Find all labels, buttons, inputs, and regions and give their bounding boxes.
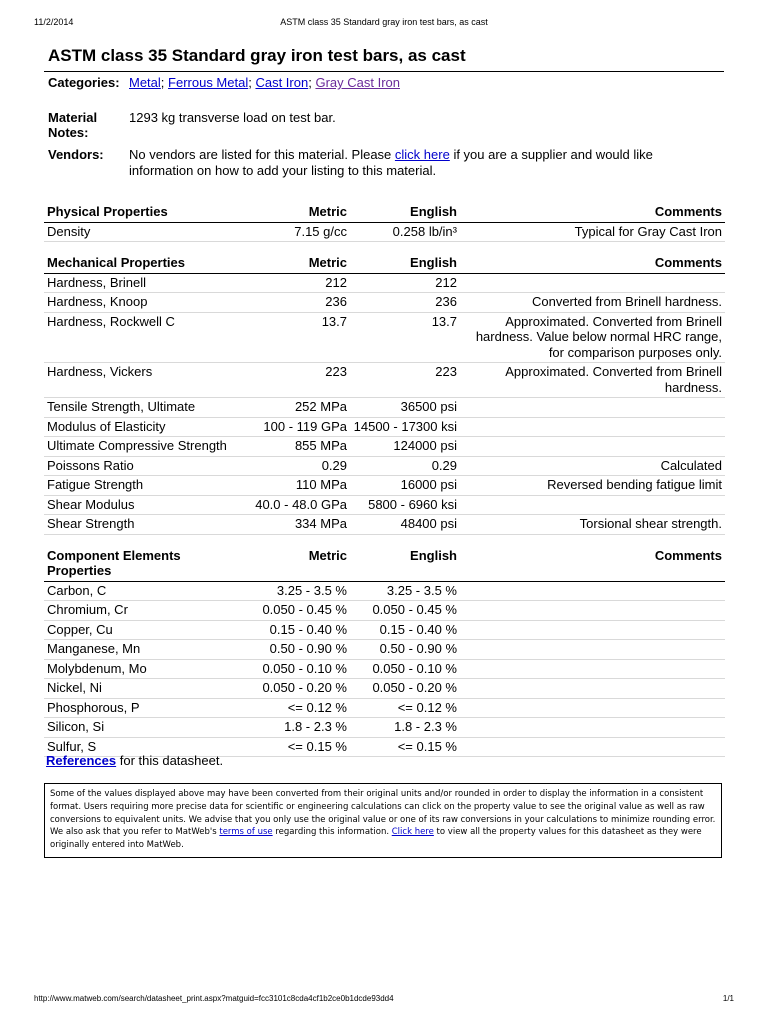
cell-comments (460, 698, 725, 718)
cell-english[interactable]: 0.050 - 0.20 % (350, 679, 460, 699)
cell-property: Sulfur, S (44, 737, 246, 757)
cell-metric[interactable]: 855 MPa (246, 437, 350, 457)
cell-english[interactable]: 13.7 (350, 312, 460, 363)
material-notes-text: 1293 kg transverse load on test bar. (129, 110, 336, 125)
cell-metric[interactable]: <= 0.15 % (246, 737, 350, 757)
cell-property: Modulus of Elasticity (44, 417, 246, 437)
title-divider (44, 71, 724, 72)
section-spacer-cell (44, 242, 725, 255)
section-header-property: Physical Properties (44, 203, 246, 222)
vendors-text-after: if you are a supplier and would like information on how to add your listing to this material. (129, 147, 653, 178)
cell-english[interactable]: 0.258 lb/in³ (350, 222, 460, 242)
section-header-row (44, 203, 725, 222)
cell-english[interactable]: 0.050 - 0.45 % (350, 601, 460, 621)
cell-comments (460, 601, 725, 621)
cell-english[interactable]: 124000 psi (350, 437, 460, 457)
table-row (44, 581, 725, 601)
cell-property: Ultimate Compressive Strength (44, 437, 246, 457)
material-notes-label-line1: Material (48, 110, 98, 125)
cell-comments: Torsional shear strength. (460, 515, 725, 535)
cell-comments (460, 273, 725, 293)
section-spacer (44, 534, 725, 547)
cell-property: Carbon, C (44, 581, 246, 601)
cell-metric[interactable]: 0.50 - 0.90 % (246, 640, 350, 660)
cell-comments (460, 737, 725, 757)
table-row (44, 659, 725, 679)
cell-english[interactable]: 236 (350, 293, 460, 313)
section-header-comments: Comments (460, 203, 725, 222)
cell-english[interactable]: 36500 psi (350, 398, 460, 418)
section-header-comments: Comments (460, 547, 725, 582)
cell-metric[interactable]: 236 (246, 293, 350, 313)
section-header-metric: Metric (246, 203, 350, 222)
section-header-english: English (350, 547, 460, 582)
print-url: http://www.matweb.com/search/datasheet_print.aspx?matguid=fcc3101c8cda4cf1b2ce0b1dcde93dd4 (34, 994, 394, 1003)
cell-metric[interactable]: 0.29 (246, 456, 350, 476)
cell-property: Hardness, Vickers (44, 363, 246, 398)
material-notes-label (48, 110, 97, 140)
cell-english[interactable]: 5800 - 6960 ksi (350, 495, 460, 515)
table-row (44, 476, 725, 496)
section-header-english: English (350, 203, 460, 222)
properties-table (44, 203, 725, 757)
cell-english[interactable]: <= 0.15 % (350, 737, 460, 757)
terms-of-use-link[interactable]: terms of use (219, 827, 273, 838)
cell-property: Fatigue Strength (44, 476, 246, 496)
cell-property: Hardness, Brinell (44, 273, 246, 293)
page-number: 1/1 (722, 994, 734, 1003)
section-header-metric: Metric (246, 254, 350, 273)
cell-comments: Reversed bending fatigue limit (460, 476, 725, 496)
cell-english[interactable]: 212 (350, 273, 460, 293)
cell-english[interactable]: 0.050 - 0.10 % (350, 659, 460, 679)
table-row (44, 293, 725, 313)
table-row (44, 698, 725, 718)
table-row (44, 273, 725, 293)
cell-property: Tensile Strength, Ultimate (44, 398, 246, 418)
cell-property: Molybdenum, Mo (44, 659, 246, 679)
section-header-row (44, 547, 725, 582)
cell-metric[interactable]: 212 (246, 273, 350, 293)
click-here-link[interactable]: Click here (391, 827, 434, 838)
cell-property: Nickel, Ni (44, 679, 246, 699)
disclaimer-text-3: to view all the property values for this datasheet as they were originally entered into MatWeb. (50, 827, 702, 851)
table-row (44, 495, 725, 515)
properties-table-body (44, 203, 725, 757)
table-row (44, 620, 725, 640)
section-spacer-cell (44, 534, 725, 547)
disclaimer-text-1: Some of the values displayed above may have been converted from their original units and/or rounded in order to display the information in a consistent format. Users requiring more precise data for scientific or engineering calculations can click on the property value to see the original value as well as raw conversions to equivalent units. We advise that you only use the original value or one of its raw conversions in your calculations to minimize rounding error. We also ask that you refer to MatWeb's (50, 789, 716, 838)
vendors-text (129, 147, 689, 178)
category-link-gray-cast-iron[interactable]: Gray Cast Iron (315, 75, 400, 90)
disclaimer-text-2: regarding this information. (272, 827, 392, 838)
category-link-ferrous-metal[interactable]: Ferrous Metal (168, 75, 249, 90)
section-header-property: Mechanical Properties (44, 254, 246, 273)
table-row (44, 456, 725, 476)
cell-metric[interactable]: 110 MPa (246, 476, 350, 496)
cell-comments (460, 437, 725, 457)
cell-metric[interactable]: 100 - 119 GPa (246, 417, 350, 437)
cell-english[interactable]: 0.29 (350, 456, 460, 476)
section-spacer (44, 242, 725, 255)
cell-property: Hardness, Rockwell C (44, 312, 246, 363)
cell-metric[interactable]: 1.8 - 2.3 % (246, 718, 350, 738)
cell-metric[interactable]: 3.25 - 3.5 % (246, 581, 350, 601)
table-row (44, 312, 725, 363)
cell-metric[interactable]: 7.15 g/cc (246, 222, 350, 242)
categories-list: Metal; Ferrous Metal; Cast Iron; Gray Cast Iron (129, 75, 400, 90)
references-line (46, 753, 223, 768)
cell-comments (460, 679, 725, 699)
table-row (44, 222, 725, 242)
section-header-property: Component Elements Properties (44, 547, 246, 582)
print-footer (34, 994, 734, 1006)
section-header-comments: Comments (460, 254, 725, 273)
cell-property: Poissons Ratio (44, 456, 246, 476)
cell-comments (460, 581, 725, 601)
cell-english[interactable]: 0.50 - 0.90 % (350, 640, 460, 660)
table-row (44, 515, 725, 535)
section-header-english: English (350, 254, 460, 273)
disclaimer-box (44, 783, 722, 858)
category-link-metal[interactable]: Metal (129, 75, 161, 90)
cell-metric[interactable]: 0.050 - 0.10 % (246, 659, 350, 679)
cell-english[interactable]: 3.25 - 3.5 % (350, 581, 460, 601)
table-row (44, 398, 725, 418)
vendors-label: Vendors: (48, 147, 104, 162)
material-notes-label-line2: Notes: (48, 125, 89, 140)
cell-comments (460, 620, 725, 640)
cell-property: Copper, Cu (44, 620, 246, 640)
cell-property: Chromium, Cr (44, 601, 246, 621)
vendor-click-here-link[interactable]: click here (394, 147, 450, 162)
cell-comments: Approximated. Converted from Brinell hardness. Value below normal HRC range, for comparison purposes only. (460, 312, 725, 363)
cell-english[interactable]: 48400 psi (350, 515, 460, 535)
table-row (44, 601, 725, 621)
section-header-row (44, 254, 725, 273)
categories-label: Categories: (48, 75, 120, 90)
cell-property: Silicon, Si (44, 718, 246, 738)
table-row (44, 437, 725, 457)
cell-metric[interactable]: 13.7 (246, 312, 350, 363)
references-link[interactable]: References (46, 753, 117, 768)
cell-property: Density (44, 222, 246, 242)
cell-comments (460, 640, 725, 660)
cell-metric[interactable]: 334 MPa (246, 515, 350, 535)
cell-property: Phosphorous, P (44, 698, 246, 718)
cell-english[interactable]: 223 (350, 363, 460, 398)
cell-comments: Approximated. Converted from Brinell hardness. (460, 363, 725, 398)
cell-comments: Calculated (460, 456, 725, 476)
cell-comments (460, 417, 725, 437)
print-header (34, 17, 734, 29)
cell-comments (460, 398, 725, 418)
cell-english[interactable]: <= 0.12 % (350, 698, 460, 718)
cell-english[interactable]: 16000 psi (350, 476, 460, 496)
cell-metric[interactable]: 0.050 - 0.20 % (246, 679, 350, 699)
table-row (44, 718, 725, 738)
cell-property: Shear Strength (44, 515, 246, 535)
table-row (44, 363, 725, 398)
cell-metric[interactable]: 223 (246, 363, 350, 398)
table-row (44, 417, 725, 437)
cell-english[interactable]: 1.8 - 2.3 % (350, 718, 460, 738)
table-row (44, 679, 725, 699)
cell-comments: Typical for Gray Cast Iron (460, 222, 725, 242)
print-title: ASTM class 35 Standard gray iron test bars, as cast (280, 17, 488, 27)
table-row (44, 640, 725, 660)
cell-property: Hardness, Knoop (44, 293, 246, 313)
cell-property: Manganese, Mn (44, 640, 246, 660)
cell-metric[interactable]: 40.0 - 48.0 GPa (246, 495, 350, 515)
cell-english[interactable]: 14500 - 17300 ksi (350, 417, 460, 437)
section-header-metric: Metric (246, 547, 350, 582)
references-text: for this datasheet. (116, 753, 224, 768)
cell-comments (460, 718, 725, 738)
page-title: ASTM class 35 Standard gray iron test bars, as cast (48, 46, 466, 65)
vendors-text-before: No vendors are listed for this material. Please (129, 147, 395, 162)
category-link-cast-iron[interactable]: Cast Iron (255, 75, 309, 90)
cell-english[interactable]: 0.15 - 0.40 % (350, 620, 460, 640)
cell-property: Shear Modulus (44, 495, 246, 515)
cell-comments (460, 495, 725, 515)
cell-metric[interactable]: <= 0.12 % (246, 698, 350, 718)
cell-comments (460, 659, 725, 679)
cell-metric[interactable]: 0.050 - 0.45 % (246, 601, 350, 621)
cell-metric[interactable]: 252 MPa (246, 398, 350, 418)
cell-comments: Converted from Brinell hardness. (460, 293, 725, 313)
print-date: 11/2/2014 (34, 17, 74, 27)
cell-metric[interactable]: 0.15 - 0.40 % (246, 620, 350, 640)
